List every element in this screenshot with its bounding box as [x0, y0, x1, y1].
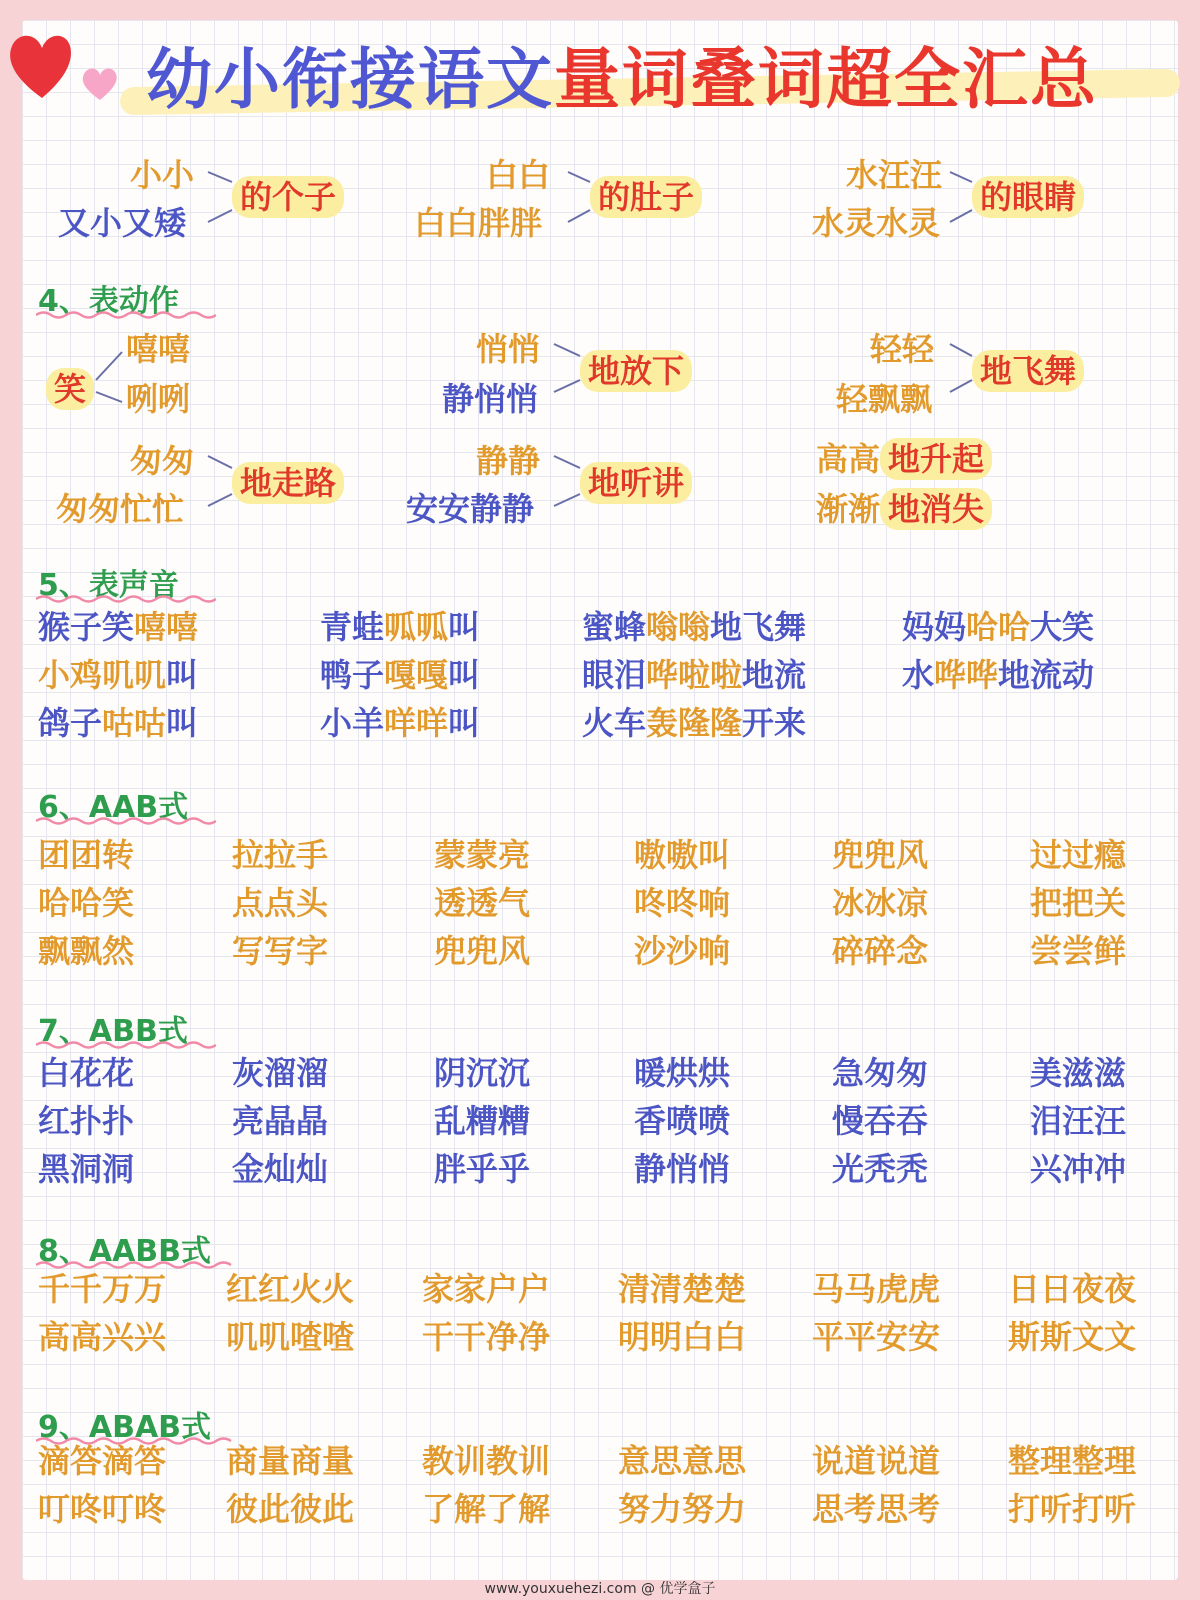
section6-word: 透透气 — [434, 884, 531, 922]
s4-g3-suffix: 地飞舞 — [972, 350, 1084, 392]
sound-phrase — [320, 656, 480, 694]
section6-word: 兜兜风 — [434, 932, 531, 970]
sound-phrase — [320, 608, 480, 646]
sound-phrase — [38, 656, 198, 694]
top-group-2-suffix: 的肚子 — [590, 176, 702, 218]
sound-phrase-onomatopoeia: 嗡嗡 — [646, 608, 711, 646]
sound-phrase-subject: 小羊 — [320, 704, 385, 742]
section9-word: 商量商量 — [226, 1442, 355, 1480]
s4-g4-suffix: 地走路 — [232, 462, 344, 504]
section7-word: 红扑扑 — [38, 1102, 135, 1140]
s4-g4-word-2: 匆匆忙忙 — [56, 490, 185, 528]
section6-word: 团团转 — [38, 836, 135, 874]
sound-phrase-ending: 叫 — [166, 656, 199, 694]
sound-phrase-onomatopoeia: 嘎嘎 — [384, 656, 449, 694]
section6-word: 碎碎念 — [832, 932, 929, 970]
s4-g5-word-1: 静静 — [476, 442, 541, 480]
laugh-head: 笑 — [46, 368, 94, 410]
section6-word: 哈哈笑 — [38, 884, 135, 922]
s4-g2-word-1: 悄悄 — [476, 330, 541, 368]
sound-phrase — [582, 656, 806, 694]
s4-g6-line-2 — [816, 490, 992, 528]
section-6-heading: 6、AAB式 — [38, 790, 189, 825]
section6-word: 沙沙响 — [634, 932, 731, 970]
sound-phrase-subject: 眼泪 — [582, 656, 647, 694]
section8-word: 家家户户 — [422, 1270, 551, 1308]
title-part-1: 幼小衔接语文 — [146, 41, 554, 118]
s4-g6-line-2-b: 地消失 — [880, 488, 992, 530]
section7-word: 兴冲冲 — [1030, 1150, 1127, 1188]
s4-g2-word-2: 静悄悄 — [442, 380, 539, 418]
section-7-heading: 7、ABB式 — [38, 1014, 188, 1049]
sound-phrase-onomatopoeia: 嘻嘻 — [134, 608, 199, 646]
section7-word: 急匆匆 — [832, 1054, 929, 1092]
laugh-word-2: 咧咧 — [126, 380, 191, 418]
top-group-1-word-1: 小小 — [130, 156, 195, 194]
sound-phrase-ending: 叫 — [448, 608, 481, 646]
section6-word: 嗷嗷叫 — [634, 836, 731, 874]
section-8-underline — [36, 1260, 236, 1270]
section9-word: 努力努力 — [618, 1490, 747, 1528]
sound-phrase — [320, 704, 480, 742]
section9-word: 教训教训 — [422, 1442, 551, 1480]
title-part-2: 量词叠词超全汇总 — [554, 41, 1098, 118]
section9-word: 意思意思 — [618, 1442, 747, 1480]
sound-phrase-ending: 地飞舞 — [710, 608, 807, 646]
sound-phrase-ending: 大笑 — [1030, 608, 1095, 646]
top-group-2-word-2: 白白胖胖 — [414, 204, 543, 242]
section7-word: 亮晶晶 — [232, 1102, 329, 1140]
sound-phrase-subject: 猴子笑 — [38, 608, 135, 646]
sound-phrase-onomatopoeia: 哗哗 — [934, 656, 999, 694]
sound-phrase-subject: 火车 — [582, 704, 647, 742]
s4-g3-word-2: 轻飘飘 — [836, 380, 933, 418]
section9-word: 叮咚叮咚 — [38, 1490, 167, 1528]
sound-phrase-onomatopoeia: 轰隆隆 — [646, 704, 743, 742]
section6-word: 拉拉手 — [232, 836, 329, 874]
sound-phrase — [582, 608, 806, 646]
footer-credit: www.youxuehezi.com @ 优学盒子 — [484, 1581, 716, 1597]
section7-word: 金灿灿 — [232, 1150, 329, 1188]
section9-word: 打听打听 — [1008, 1490, 1137, 1528]
top-group-3-word-2: 水灵水灵 — [812, 204, 941, 242]
sound-phrase-onomatopoeia: 哗啦啦 — [646, 656, 743, 694]
sound-phrase-onomatopoeia: 呱呱 — [384, 608, 449, 646]
section7-word: 光秃秃 — [832, 1150, 929, 1188]
section7-word: 慢吞吞 — [832, 1102, 929, 1140]
section6-word: 兜兜风 — [832, 836, 929, 874]
s4-g6-line-2-a: 渐渐 — [816, 490, 881, 528]
section-4-underline — [36, 310, 216, 320]
section6-word: 写写字 — [232, 932, 329, 970]
sound-phrase-onomatopoeia: 咕咕 — [102, 704, 167, 742]
section8-word: 干干净净 — [422, 1318, 551, 1356]
section8-word: 红红火火 — [226, 1270, 355, 1308]
section7-word: 乱糟糟 — [434, 1102, 531, 1140]
section9-word: 彼此彼此 — [226, 1490, 355, 1528]
sound-phrase-subject: 鸽子 — [38, 704, 103, 742]
section-8-heading: 8、AABB式 — [38, 1234, 212, 1269]
sound-phrase-ending: 叫 — [448, 656, 481, 694]
section7-word: 香喷喷 — [634, 1102, 731, 1140]
sound-phrase-onomatopoeia: 哈哈 — [966, 608, 1031, 646]
sound-phrase-ending: 地流动 — [998, 656, 1095, 694]
s4-g6-line-1-b: 地升起 — [880, 438, 992, 480]
sound-phrase — [582, 704, 806, 742]
section6-word: 把把关 — [1030, 884, 1127, 922]
sound-phrase-onomatopoeia: 叽叽 — [102, 656, 167, 694]
section6-word: 蒙蒙亮 — [434, 836, 531, 874]
sound-phrase-ending: 叫 — [166, 704, 199, 742]
sound-phrase-subject: 鸭子 — [320, 656, 385, 694]
section-7-underline — [36, 1040, 216, 1050]
s4-g4-word-1: 匆匆 — [130, 442, 195, 480]
sound-phrase-subject: 妈妈 — [902, 608, 967, 646]
section6-word: 冰冰凉 — [832, 884, 929, 922]
top-group-2-word-1: 白白 — [486, 156, 551, 194]
section7-word: 胖乎乎 — [434, 1150, 531, 1188]
top-group-1-word-2: 又小又矮 — [58, 204, 187, 242]
section8-word: 斯斯文文 — [1008, 1318, 1137, 1356]
section9-word: 了解了解 — [422, 1490, 551, 1528]
section-9-heading: 9、ABAB式 — [38, 1410, 212, 1445]
section-5-underline — [36, 594, 216, 604]
section9-word: 整理整理 — [1008, 1442, 1137, 1480]
section8-word: 清清楚楚 — [618, 1270, 747, 1308]
sound-phrase-ending: 开来 — [742, 704, 807, 742]
sound-phrase-subject: 蜜蜂 — [582, 608, 647, 646]
sound-phrase — [38, 704, 198, 742]
section6-word: 飘飘然 — [38, 932, 135, 970]
section8-word: 日日夜夜 — [1008, 1270, 1137, 1308]
section8-word: 高高兴兴 — [38, 1318, 167, 1356]
section-6-underline — [36, 816, 216, 826]
s4-g2-suffix: 地放下 — [580, 350, 692, 392]
s4-g5-word-2: 安安静静 — [406, 490, 535, 528]
top-group-3-word-1: 水汪汪 — [846, 156, 943, 194]
section7-word: 泪汪汪 — [1030, 1102, 1127, 1140]
sound-phrase — [902, 608, 1094, 646]
s4-g5-suffix: 地听讲 — [580, 462, 692, 504]
sound-phrase-subject: 水 — [902, 656, 935, 694]
section7-word: 白花花 — [38, 1054, 135, 1092]
section8-word: 千千万万 — [38, 1270, 167, 1308]
sound-phrase-ending: 地流 — [742, 656, 807, 694]
section6-word: 尝尝鲜 — [1030, 932, 1127, 970]
sound-phrase — [902, 656, 1094, 694]
sound-phrase-onomatopoeia: 咩咩 — [384, 704, 449, 742]
s4-g6-line-1-a: 高高 — [816, 440, 881, 478]
section9-word: 说道说道 — [812, 1442, 941, 1480]
sound-phrase — [38, 608, 198, 646]
section9-word: 滴答滴答 — [38, 1442, 167, 1480]
section6-word: 咚咚响 — [634, 884, 731, 922]
section7-word: 美滋滋 — [1030, 1054, 1127, 1092]
section-5-heading: 5、表声音 — [38, 568, 179, 603]
section7-word: 黑洞洞 — [38, 1150, 135, 1188]
section8-word: 明明白白 — [618, 1318, 747, 1356]
s4-g3-word-1: 轻轻 — [870, 330, 935, 368]
section7-word: 灰溜溜 — [232, 1054, 329, 1092]
sound-phrase-ending: 叫 — [448, 704, 481, 742]
section8-word: 马马虎虎 — [812, 1270, 941, 1308]
section6-word: 过过瘾 — [1030, 836, 1127, 874]
section7-word: 暖烘烘 — [634, 1054, 731, 1092]
section9-word: 思考思考 — [812, 1490, 941, 1528]
section6-word: 点点头 — [232, 884, 329, 922]
section-4-heading: 4、表动作 — [38, 284, 179, 319]
section8-word: 平平安安 — [812, 1318, 941, 1356]
top-group-3-suffix: 的眼睛 — [972, 176, 1084, 218]
section7-word: 阴沉沉 — [434, 1054, 531, 1092]
sound-phrase-subject: 青蛙 — [320, 608, 385, 646]
s4-g6-line-1 — [816, 440, 992, 478]
laugh-word-1: 嘻嘻 — [126, 330, 191, 368]
sound-phrase-subject: 小鸡 — [38, 656, 103, 694]
section8-word: 叽叽喳喳 — [226, 1318, 355, 1356]
top-group-1-suffix: 的个子 — [232, 176, 344, 218]
section7-word: 静悄悄 — [634, 1150, 731, 1188]
